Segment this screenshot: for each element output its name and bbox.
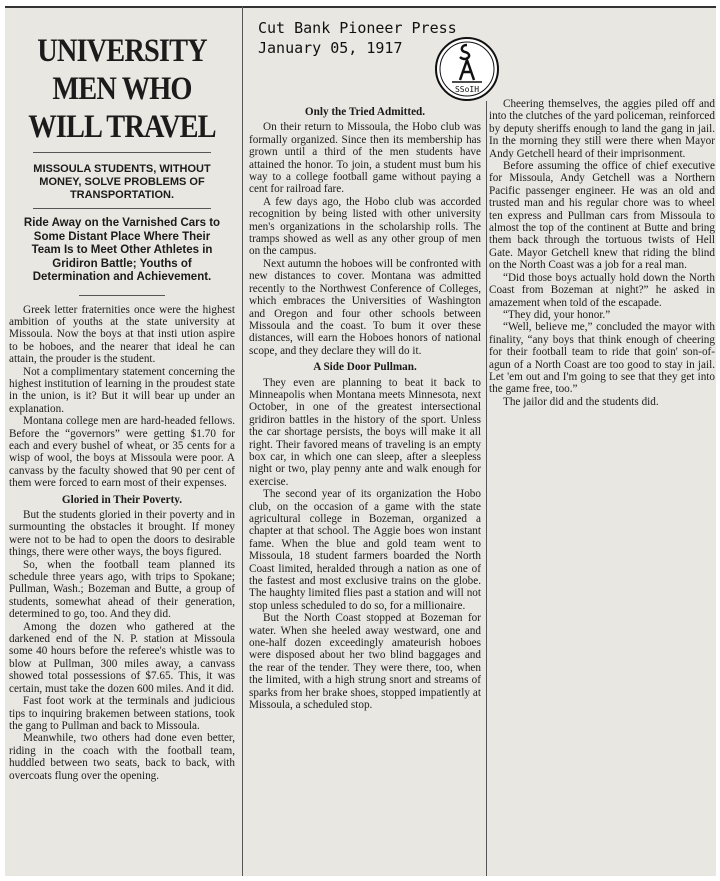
paragraph: So, when the football team planned its schedule three years ago, with trips to Spokane; Pullman, Wash.; Bozeman and Butte, a group of students, somewhat ahead of their generation, determined to go, too. And they did. xyxy=(9,558,235,621)
subheading: A Side Door Pullman. xyxy=(313,361,417,374)
paragraph: Montana college men are hard-headed fellows. Before the “governors” were getting $1.70 for each and every bushel of wheat, or 35 cents for a wisp of wool, the boys at Missoula were poor. A canvass by the faculty showed that 90 per cent of them were forced to earn most of their expenses. xyxy=(9,415,235,490)
deck-divider xyxy=(33,208,211,209)
deck-primary: MISSOULA STUDENTS, WITHOUT MONEY, SOLVE PROBLEMS OF TRANSPORTATION. xyxy=(33,163,211,201)
paragraph: On their return to Missoula, the Hobo club was formally organized. Since then its membership has grown until a third of the men students have attained the honor. To join, a student must bum his way to a college football game without paying a cent for railroad fare. xyxy=(249,121,481,196)
paragraph: “Did those boys actually hold down the North Coast from Bozeman at night?” he asked in amazement when told of the escapade. xyxy=(489,271,715,309)
paragraph: But the North Coast stopped at Bozeman for water. When she heeled away westward, one and one-half dozen exceedingly amateurish hoboes were disposed about her two blind baggages and the rear of the tender. They were there, too, when the limited, with a high strung snort and streams of sparks from her brake shoes, stopped impatiently at Missoula, a scheduled stop. xyxy=(249,612,481,712)
paragraph: Fast foot work at the terminals and judicious tips to inquiring brakemen between stations, took the gang to Pullman and back to Missoula. xyxy=(9,695,235,732)
paragraph: But the students gloried in their poverty and in surmounting the obstacles it brought. If money were not to be had to open the doors to desirable things, there were other ways, the boys figured. xyxy=(9,509,235,559)
paragraph: Not a complimentary statement concerning the highest institution of learning in the proudest state in the union, is it? But it will bear up under an explanation. xyxy=(9,365,235,415)
paragraph: Greek letter fraternities once were the highest ambition of youths at the state university at Missoula. Now the boys at that insti ution aspire to be hoboes, and the nearer that ideal he can attain, the prouder is the student. xyxy=(9,303,235,366)
paragraph: The jailor did and the students did. xyxy=(503,395,659,408)
paragraph: Next autumn the hoboes will be confronted with new distances to cover. Montana was admitted recently to the Northwest Conference of Colleges, which embraces the Universities of Washington and Oregon and four other schools between Missoula and the coast. To bum it over these distances, will earn the Hoboes honors of national scope, and they declare they will do it. xyxy=(249,257,481,357)
paragraph: “Well, believe me,” concluded the mayor with finality, “any boys that think enough of cheering for their football team to ride that goin' son-of-agun of a North Coast are too good to stay in jail. Let 'em out and I'm going to see that they get into the game free, too.” xyxy=(489,321,715,396)
deck-secondary: Ride Away on the Varnished Cars to Some Distant Place Where Their Team Is to Meet Other Athletes in Gridiron Battle; Youths of Determination and Achievement. xyxy=(23,217,221,283)
paragraph: “They did, your honor.” xyxy=(503,308,611,321)
headline-divider xyxy=(33,152,211,153)
subheading: Only the Tried Admitted. xyxy=(304,106,426,118)
subheading: Gloried in Their Poverty. xyxy=(61,493,183,506)
article-column-3 xyxy=(489,98,715,876)
paragraph: Meanwhile, two others had done even better, riding in the coach with the football team, huddled between two seats, back to back, with overcoats flung over the opening. xyxy=(9,732,235,782)
paragraph: Among the dozen who gathered at the darkened end of the N. P. station at Missoula some 40 hours before the referee's whistle was to blow at Pullman, 300 miles away, a canvass showed total possessions of $7.65. This, it was certain, must take the dozen 600 miles. And it did. xyxy=(9,620,235,695)
seal-text: SSoIH xyxy=(454,85,480,94)
headline: UNIVERSITY MEN WHO WILL TRAVEL xyxy=(28,33,216,145)
publication-date: January 05, 1917 xyxy=(258,39,403,57)
paragraph: Cheering themselves, the aggies piled off and into the clutches of the yard policeman, reinforced by deputy sheriffs enough to land the gang in jail. In the morning they still were there when Mayor Andy Getchell heard of their imprisonment. xyxy=(489,98,715,160)
body-divider xyxy=(79,295,165,296)
ssoih-stamp-icon xyxy=(434,36,500,102)
article-column-2 xyxy=(249,106,481,876)
source-caption xyxy=(258,18,457,58)
column-rule-2 xyxy=(486,101,487,876)
paragraph: A few days ago, the Hobo club was accorded recognition by being listed with other university men's organizations in the scholarship rolls. The tramps showed as well as any other group of men on the campus. xyxy=(249,195,481,258)
paragraph: Before assuming the office of chief executive for Missoula, Andy Getchell was a Northern Pacific passenger engineer. He was an old and trusted man and his regular chore was to wheel ten express and Pullman cars from Missoula to almost the top of the continent at Butte and bring them back through the tortuous twists of Hell Gate. Mayor Getchell knew that riding the blind on the North Coast was a job for a real man. xyxy=(489,160,715,272)
column-rule-1 xyxy=(242,6,243,876)
paragraph: They even are planning to beat it back to Minneapolis when Montana meets Minnesota, next October, in one of the greatest intersectional gridiron battles in the history of the sport. Unless the car shortage persists, the boys will make it all right. Their favored means of traveling is an empty box car, in which one can sleep, after a sleepless night or two, play penny ante and walk enough for exercise. xyxy=(249,376,481,488)
publication-name: Cut Bank Pioneer Press xyxy=(258,19,457,37)
newspaper-clipping xyxy=(5,6,716,876)
article-column-1 xyxy=(9,6,235,876)
paragraph: The second year of its organization the Hobo club, on the occasion of a game with the state agricultural college in Bozeman, organized a chapter at that school. The Aggie boes won instant fame. When the blue and gold team went to Missoula, 18 student farmers boarded the North Coast limited, heralded through a nation as one of the fastest and most exclusive trains on the globe. The haughty limited flies past a station and will not stop unless scheduled to do so, for a millionaire. xyxy=(249,488,481,612)
